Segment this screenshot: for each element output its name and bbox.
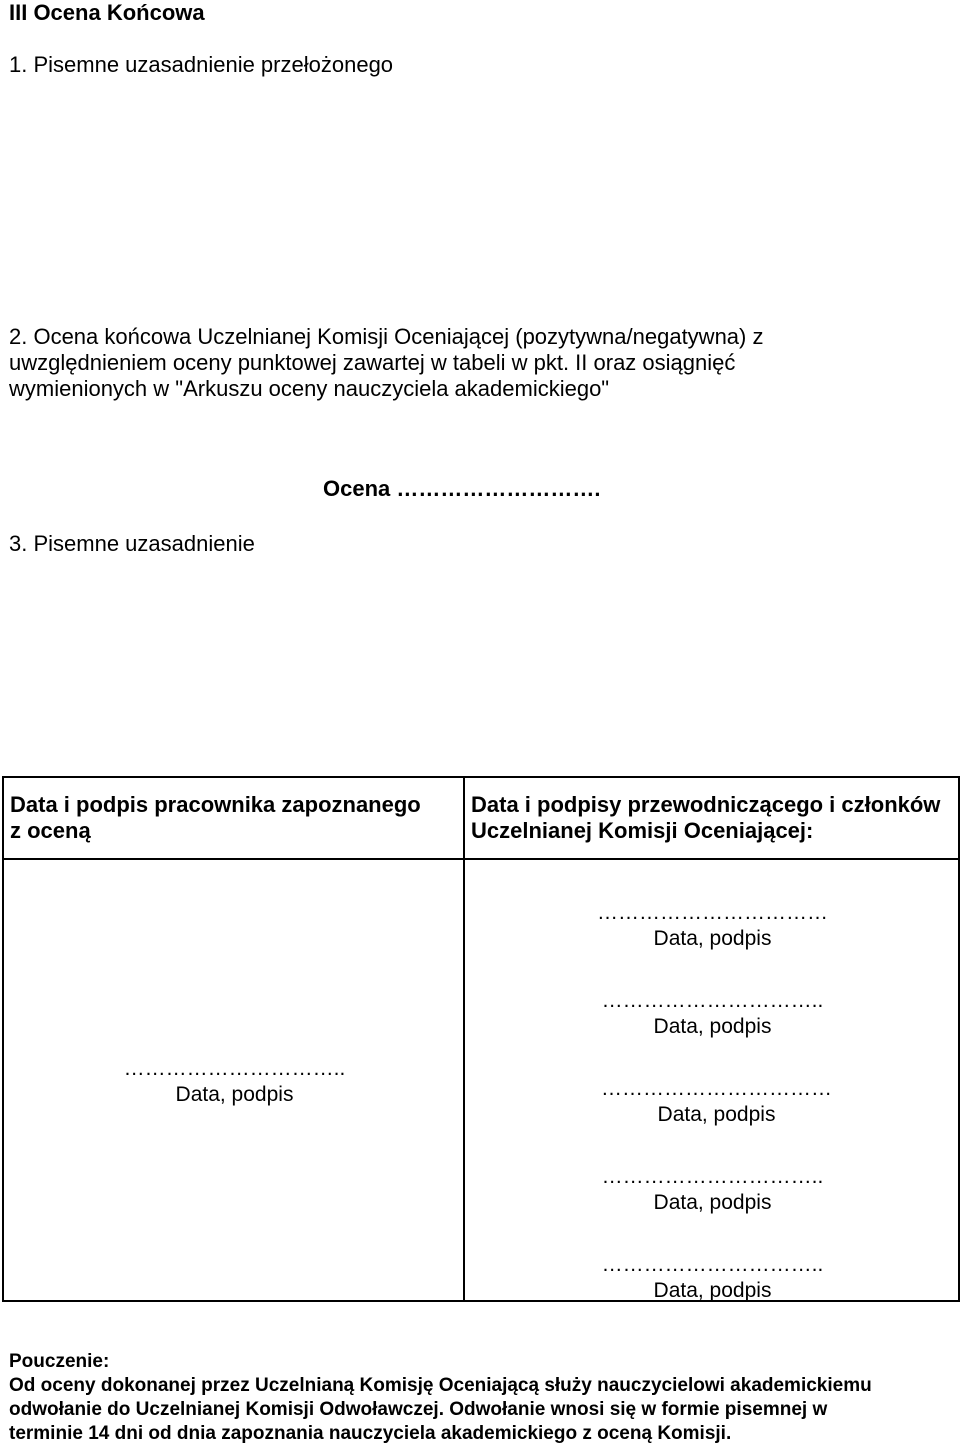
document-heading: III Ocena Końcowa [9,0,205,25]
ocena-field: Ocena ………………………. [323,476,601,501]
signature-label: Data, podpis [653,1279,772,1302]
signature-label: Data, podpis [653,1015,772,1038]
signature-dots: …………………………… [601,1077,832,1100]
committee-header-line-2: Uczelnianej Komisji Oceniającej: [471,818,814,843]
committee-signature-5 [465,1252,960,1304]
employee-header-line-1: Data i podpis pracownika zapoznanego [10,792,421,817]
signature-dots: …………………………… [597,901,828,924]
section-2-line-1: 2. Ocena końcowa Uczelnianej Komisji Oceniającej (pozytywna/negatywna) z [9,324,764,349]
signature-dots: ………………………….. [601,989,824,1012]
signature-label: Data, podpis [653,927,772,950]
signature-label: Data, podpis [657,1103,776,1126]
employee-header-line-2: z oceną [10,818,91,843]
committee-signature-4 [465,1164,960,1216]
committee-signature-2 [465,988,960,1040]
signature-dots: ………………………….. [601,1253,824,1276]
employee-signature [4,1056,465,1108]
committee-signature-3 [469,1076,960,1128]
notice-line-3: terminie 14 dni od dnia zapoznania nauczyciela akademickiego z oceną Komisji. [9,1423,732,1444]
section-3-title: 3. Pisemne uzasadnienie [9,531,255,556]
notice-line-2: odwołanie do Uczelnianej Komisji Odwoławczej. Odwołanie wnosi się w formie pisemnej w [9,1399,828,1420]
signature-dots: ………………………….. [123,1057,346,1080]
employee-header-cell [3,777,464,859]
section-2-line-3: wymienionych w "Arkuszu oceny nauczyciela akademickiego" [9,376,610,401]
section-2-text [9,324,949,402]
committee-signatures-cell [464,859,959,1301]
section-1-title: 1. Pisemne uzasadnienie przełożonego [9,52,394,77]
section-2-line-2: uwzględnieniem oceny punktowej zawartej w tabeli w pkt. II oraz osiągnięć [9,350,736,375]
committee-header-cell [464,777,959,859]
notice-line-1: Od oceny dokonanej przez Uczelnianą Komisję Oceniającą służy nauczycielowi akademickiemu [9,1375,872,1396]
signature-dots: ………………………….. [601,1165,824,1188]
notice-title: Pouczenie: [9,1351,110,1372]
employee-signature-cell [3,859,464,1301]
committee-header-line-1: Data i podpisy przewodniczącego i członków [471,792,941,817]
signature-table [2,776,960,1302]
signature-label: Data, podpis [653,1191,772,1214]
instruction-notice [9,1350,954,1446]
signature-label: Data, podpis [175,1083,294,1106]
committee-signature-1 [465,900,960,952]
